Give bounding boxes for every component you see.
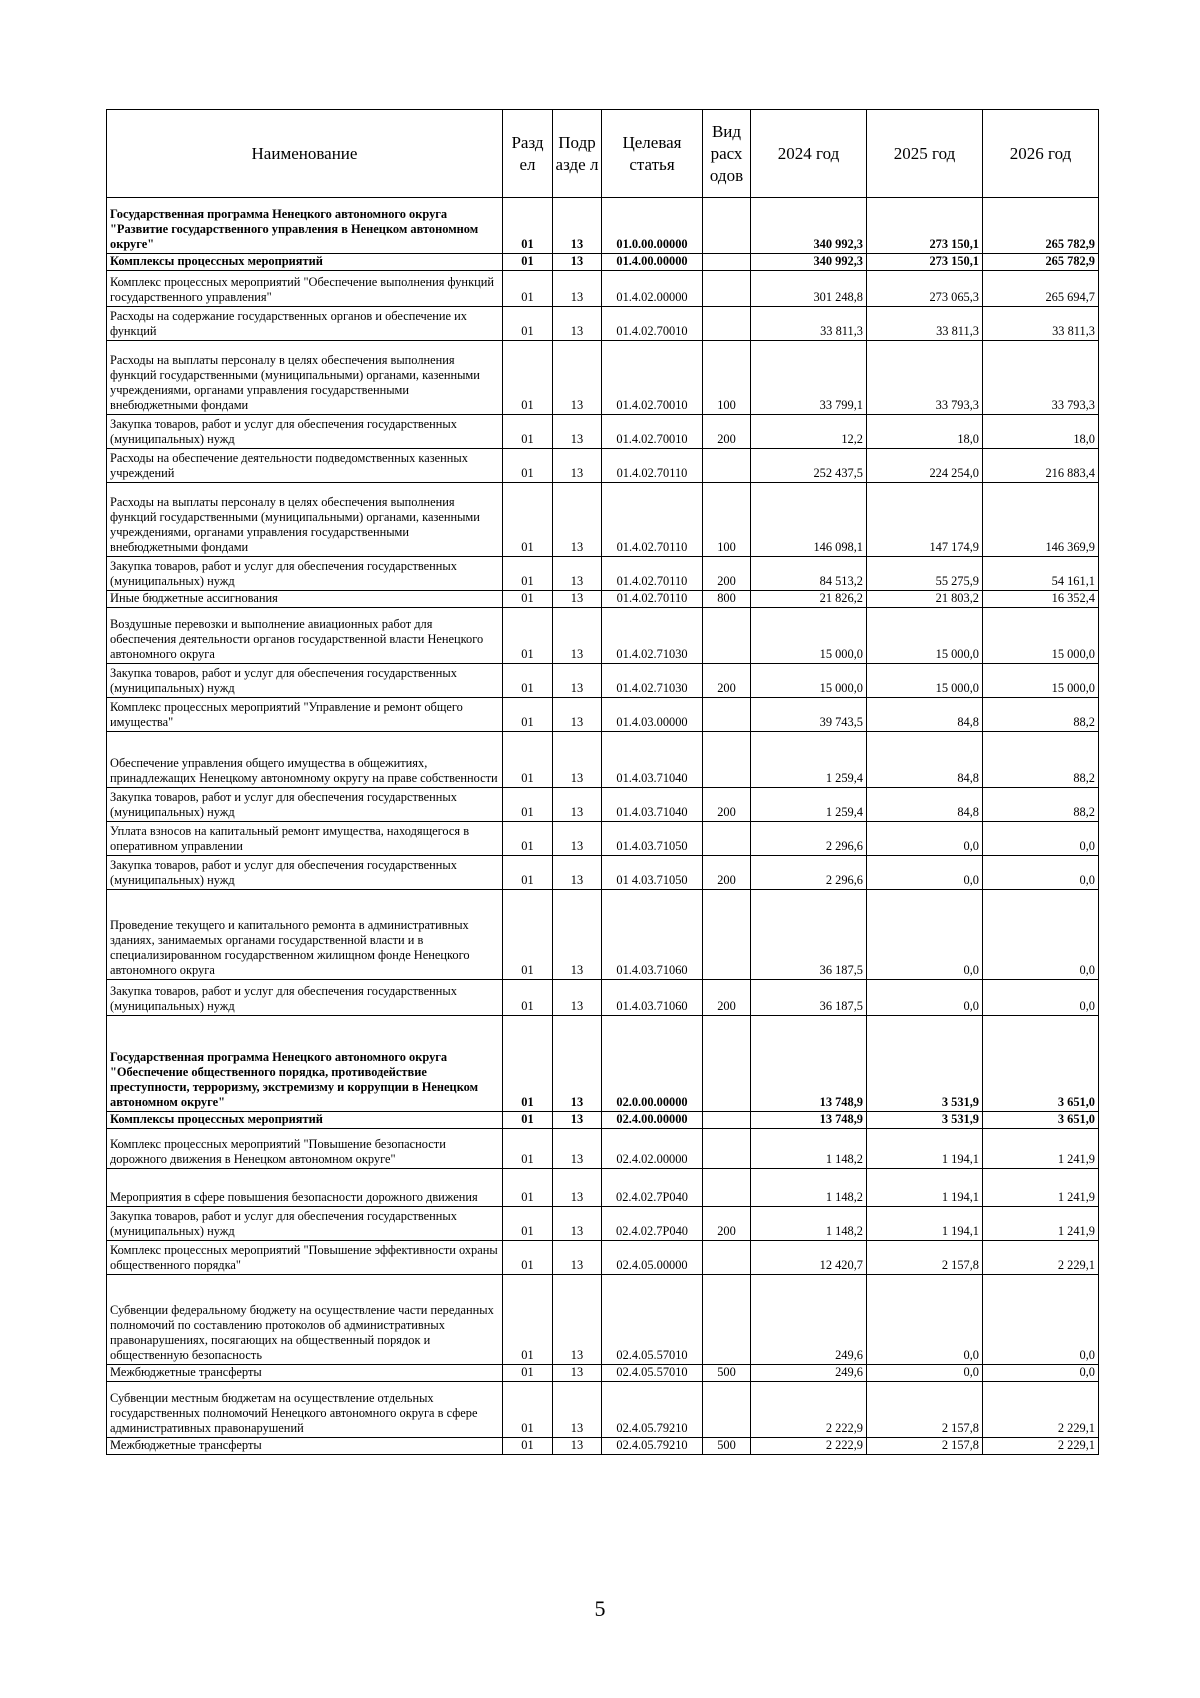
- cell-expense-type: 200: [703, 856, 751, 890]
- cell-value-2024: 2 222,9: [751, 1438, 867, 1455]
- cell-value-2026: 16 352,4: [983, 591, 1099, 608]
- cell-section: 01: [503, 591, 553, 608]
- cell-target-article: 01.4.03.00000: [602, 698, 703, 732]
- cell-section: 01: [503, 698, 553, 732]
- table-row: [107, 822, 1099, 856]
- cell-expense-type: 200: [703, 557, 751, 591]
- cell-target-article: 01.4.02.70010: [602, 415, 703, 449]
- cell-value-2025: 224 254,0: [867, 449, 983, 483]
- cell-name: Закупка товаров, работ и услуг для обеспечения государственных (муниципальных) нужд: [107, 788, 503, 822]
- cell-value-2024: 33 811,3: [751, 307, 867, 341]
- cell-value-2024: 36 187,5: [751, 890, 867, 980]
- table-row: [107, 557, 1099, 591]
- cell-expense-type: 200: [703, 415, 751, 449]
- cell-target-article: 01.4.02.70110: [602, 483, 703, 557]
- cell-subsection: 13: [553, 732, 602, 788]
- cell-expense-type: [703, 1382, 751, 1438]
- cell-value-2025: 33 793,3: [867, 341, 983, 415]
- cell-section: 01: [503, 1241, 553, 1275]
- table-row: [107, 856, 1099, 890]
- cell-expense-type: [703, 271, 751, 307]
- cell-name: Комплекс процессных мероприятий "Управление и ремонт общего имущества": [107, 698, 503, 732]
- cell-value-2024: 2 222,9: [751, 1382, 867, 1438]
- cell-value-2026: 18,0: [983, 415, 1099, 449]
- cell-expense-type: 200: [703, 788, 751, 822]
- cell-name: Закупка товаров, работ и услуг для обеспечения государственных (муниципальных) нужд: [107, 415, 503, 449]
- cell-value-2025: 147 174,9: [867, 483, 983, 557]
- cell-name: Закупка товаров, работ и услуг для обеспечения государственных (муниципальных) нужд: [107, 1207, 503, 1241]
- cell-value-2024: 13 748,9: [751, 1112, 867, 1129]
- cell-section: 01: [503, 788, 553, 822]
- cell-target-article: 02.0.00.00000: [602, 1016, 703, 1112]
- cell-value-2025: 1 194,1: [867, 1169, 983, 1207]
- cell-section: 01: [503, 198, 553, 254]
- cell-value-2025: 3 531,9: [867, 1016, 983, 1112]
- cell-value-2026: 0,0: [983, 1275, 1099, 1365]
- cell-value-2025: 273 150,1: [867, 254, 983, 271]
- cell-value-2026: 1 241,9: [983, 1129, 1099, 1169]
- cell-subsection: 13: [553, 591, 602, 608]
- cell-target-article: 01.4.02.70010: [602, 307, 703, 341]
- cell-section: 01: [503, 1275, 553, 1365]
- cell-section: 01: [503, 1365, 553, 1382]
- cell-subsection: 13: [553, 1112, 602, 1129]
- cell-section: 01: [503, 271, 553, 307]
- cell-target-article: 02.4.05.00000: [602, 1241, 703, 1275]
- cell-value-2025: 0,0: [867, 822, 983, 856]
- cell-value-2025: 2 157,8: [867, 1438, 983, 1455]
- table-row: [107, 664, 1099, 698]
- cell-value-2024: 15 000,0: [751, 664, 867, 698]
- cell-value-2025: 273 150,1: [867, 198, 983, 254]
- cell-expense-type: [703, 1169, 751, 1207]
- cell-name: Расходы на содержание государственных органов и обеспечение их функций: [107, 307, 503, 341]
- cell-value-2026: 0,0: [983, 980, 1099, 1016]
- cell-name: Комплекс процессных мероприятий "Повышение эффективности охраны общественного порядка": [107, 1241, 503, 1275]
- cell-value-2024: 15 000,0: [751, 608, 867, 664]
- table-row: [107, 198, 1099, 254]
- cell-name: Обеспечение управления общего имущества в общежитиях, принадлежащих Ненецкому автономному округу на праве собственности: [107, 732, 503, 788]
- cell-target-article: 01 4.03.71050: [602, 856, 703, 890]
- cell-expense-type: [703, 1241, 751, 1275]
- table-row: [107, 449, 1099, 483]
- cell-target-article: 02.4.00.00000: [602, 1112, 703, 1129]
- cell-value-2026: 33 793,3: [983, 341, 1099, 415]
- cell-value-2024: 340 992,3: [751, 254, 867, 271]
- header-target-article: Целевая статья: [602, 110, 703, 198]
- table-row: [107, 1169, 1099, 1207]
- cell-subsection: 13: [553, 664, 602, 698]
- table-row: [107, 341, 1099, 415]
- cell-value-2025: 0,0: [867, 1275, 983, 1365]
- cell-value-2026: 88,2: [983, 732, 1099, 788]
- cell-section: 01: [503, 1016, 553, 1112]
- cell-expense-type: [703, 608, 751, 664]
- cell-value-2026: 265 782,9: [983, 198, 1099, 254]
- cell-value-2025: 0,0: [867, 856, 983, 890]
- table-header-row: [107, 110, 1099, 198]
- cell-name: Межбюджетные трансферты: [107, 1438, 503, 1455]
- cell-value-2025: 84,8: [867, 698, 983, 732]
- cell-value-2026: 1 241,9: [983, 1207, 1099, 1241]
- cell-value-2025: 0,0: [867, 890, 983, 980]
- cell-value-2025: 3 531,9: [867, 1112, 983, 1129]
- cell-value-2024: 1 148,2: [751, 1129, 867, 1169]
- cell-name: Субвенции местным бюджетам на осуществление отдельных государственных полномочий Ненецкого автономного округа в сфере административных правонарушений: [107, 1382, 503, 1438]
- cell-target-article: 01.4.02.00000: [602, 271, 703, 307]
- cell-target-article: 01.4.02.70110: [602, 591, 703, 608]
- cell-expense-type: [703, 732, 751, 788]
- cell-section: 01: [503, 1129, 553, 1169]
- cell-value-2026: 265 694,7: [983, 271, 1099, 307]
- header-name: Наименование: [107, 110, 503, 198]
- cell-target-article: 01.4.03.71050: [602, 822, 703, 856]
- header-year-2024: 2024 год: [751, 110, 867, 198]
- cell-section: 01: [503, 822, 553, 856]
- cell-value-2024: 1 148,2: [751, 1207, 867, 1241]
- cell-section: 01: [503, 856, 553, 890]
- cell-value-2024: 1 259,4: [751, 788, 867, 822]
- cell-expense-type: [703, 1016, 751, 1112]
- cell-subsection: 13: [553, 307, 602, 341]
- cell-value-2026: 3 651,0: [983, 1016, 1099, 1112]
- cell-target-article: 02.4.02.00000: [602, 1129, 703, 1169]
- cell-expense-type: [703, 822, 751, 856]
- cell-name: Проведение текущего и капитального ремонта в административных зданиях, занимаемых органами государственной власти и в специализированном государственном жилищном фонде Ненецкого автономного округа: [107, 890, 503, 980]
- cell-expense-type: 800: [703, 591, 751, 608]
- cell-value-2025: 1 194,1: [867, 1129, 983, 1169]
- table-row: [107, 980, 1099, 1016]
- cell-target-article: 01.4.03.71040: [602, 732, 703, 788]
- cell-value-2026: 1 241,9: [983, 1169, 1099, 1207]
- cell-expense-type: 100: [703, 483, 751, 557]
- cell-expense-type: [703, 698, 751, 732]
- cell-name: Уплата взносов на капитальный ремонт имущества, находящегося в оперативном управлении: [107, 822, 503, 856]
- cell-expense-type: [703, 449, 751, 483]
- cell-value-2024: 12,2: [751, 415, 867, 449]
- cell-subsection: 13: [553, 1207, 602, 1241]
- cell-value-2024: 2 296,6: [751, 856, 867, 890]
- cell-section: 01: [503, 732, 553, 788]
- cell-expense-type: [703, 254, 751, 271]
- table-row: [107, 1365, 1099, 1382]
- cell-subsection: 13: [553, 608, 602, 664]
- cell-subsection: 13: [553, 198, 602, 254]
- cell-value-2024: 1 148,2: [751, 1169, 867, 1207]
- cell-value-2026: 88,2: [983, 788, 1099, 822]
- cell-value-2026: 2 229,1: [983, 1241, 1099, 1275]
- cell-expense-type: 100: [703, 341, 751, 415]
- cell-subsection: 13: [553, 1382, 602, 1438]
- page-number: 5: [594, 1596, 606, 1621]
- cell-value-2026: 265 782,9: [983, 254, 1099, 271]
- cell-target-article: 01.4.03.71060: [602, 980, 703, 1016]
- cell-value-2026: 15 000,0: [983, 664, 1099, 698]
- cell-expense-type: [703, 198, 751, 254]
- table-row: [107, 415, 1099, 449]
- header-year-2025: 2025 год: [867, 110, 983, 198]
- cell-value-2024: 84 513,2: [751, 557, 867, 591]
- cell-section: 01: [503, 1207, 553, 1241]
- table-row: [107, 254, 1099, 271]
- cell-subsection: 13: [553, 1365, 602, 1382]
- cell-value-2025: 15 000,0: [867, 664, 983, 698]
- cell-value-2026: 146 369,9: [983, 483, 1099, 557]
- cell-target-article: 01.4.02.70010: [602, 341, 703, 415]
- cell-target-article: 01.4.02.71030: [602, 664, 703, 698]
- cell-value-2025: 33 811,3: [867, 307, 983, 341]
- table-row: [107, 698, 1099, 732]
- cell-value-2025: 55 275,9: [867, 557, 983, 591]
- cell-subsection: 13: [553, 980, 602, 1016]
- cell-subsection: 13: [553, 341, 602, 415]
- cell-value-2026: 0,0: [983, 1365, 1099, 1382]
- cell-value-2026: 2 229,1: [983, 1382, 1099, 1438]
- cell-subsection: 13: [553, 1241, 602, 1275]
- cell-subsection: 13: [553, 449, 602, 483]
- cell-value-2024: 12 420,7: [751, 1241, 867, 1275]
- cell-value-2025: 84,8: [867, 788, 983, 822]
- table-row: [107, 307, 1099, 341]
- cell-value-2024: 340 992,3: [751, 198, 867, 254]
- cell-subsection: 13: [553, 1438, 602, 1455]
- cell-value-2024: 252 437,5: [751, 449, 867, 483]
- cell-expense-type: [703, 1275, 751, 1365]
- cell-name: Комплекс процессных мероприятий "Обеспечение выполнения функций государственного управления": [107, 271, 503, 307]
- cell-target-article: 02.4.05.57010: [602, 1365, 703, 1382]
- cell-target-article: 01.4.02.71030: [602, 608, 703, 664]
- cell-section: 01: [503, 890, 553, 980]
- cell-value-2025: 0,0: [867, 980, 983, 1016]
- cell-subsection: 13: [553, 822, 602, 856]
- cell-value-2026: 0,0: [983, 822, 1099, 856]
- cell-name: Расходы на выплаты персоналу в целях обеспечения выполнения функций государственными (муниципальными) органами, казенными учреждениями, органами управления государственными внебюджетными фондами: [107, 483, 503, 557]
- cell-value-2025: 273 065,3: [867, 271, 983, 307]
- cell-value-2025: 84,8: [867, 732, 983, 788]
- cell-name: Межбюджетные трансферты: [107, 1365, 503, 1382]
- cell-value-2025: 18,0: [867, 415, 983, 449]
- cell-target-article: 01.4.03.71060: [602, 890, 703, 980]
- cell-value-2026: 15 000,0: [983, 608, 1099, 664]
- cell-value-2026: 33 811,3: [983, 307, 1099, 341]
- cell-name: Закупка товаров, работ и услуг для обеспечения государственных (муниципальных) нужд: [107, 557, 503, 591]
- cell-target-article: 02.4.05.79210: [602, 1382, 703, 1438]
- table-body: [107, 198, 1099, 1455]
- document-page: [106, 109, 1098, 1455]
- cell-expense-type: 200: [703, 1207, 751, 1241]
- cell-subsection: 13: [553, 1275, 602, 1365]
- table-row: [107, 788, 1099, 822]
- cell-name: Комплекс процессных мероприятий "Повышение безопасности дорожного движения в Ненецком автономном округе": [107, 1129, 503, 1169]
- table-row: [107, 1438, 1099, 1455]
- cell-subsection: 13: [553, 271, 602, 307]
- cell-section: 01: [503, 608, 553, 664]
- cell-value-2024: 2 296,6: [751, 822, 867, 856]
- cell-subsection: 13: [553, 856, 602, 890]
- cell-subsection: 13: [553, 557, 602, 591]
- cell-name: Закупка товаров, работ и услуг для обеспечения государственных (муниципальных) нужд: [107, 980, 503, 1016]
- cell-value-2024: 301 248,8: [751, 271, 867, 307]
- cell-expense-type: [703, 1129, 751, 1169]
- cell-value-2025: 2 157,8: [867, 1382, 983, 1438]
- cell-target-article: 02.4.05.79210: [602, 1438, 703, 1455]
- cell-section: 01: [503, 557, 553, 591]
- cell-value-2024: 13 748,9: [751, 1016, 867, 1112]
- cell-value-2024: 33 799,1: [751, 341, 867, 415]
- cell-value-2024: 36 187,5: [751, 980, 867, 1016]
- table-row: [107, 890, 1099, 980]
- cell-name: Мероприятия в сфере повышения безопасности дорожного движения: [107, 1169, 503, 1207]
- cell-name: Расходы на выплаты персоналу в целях обеспечения выполнения функций государственными (муниципальными) органами, казенными учреждениями, органами управления государственными внебюджетными фондами: [107, 341, 503, 415]
- cell-value-2024: 39 743,5: [751, 698, 867, 732]
- cell-value-2026: 0,0: [983, 890, 1099, 980]
- cell-section: 01: [503, 1438, 553, 1455]
- cell-expense-type: 200: [703, 980, 751, 1016]
- cell-value-2024: 249,6: [751, 1275, 867, 1365]
- cell-subsection: 13: [553, 788, 602, 822]
- cell-target-article: 02.4.02.7Р040: [602, 1169, 703, 1207]
- cell-name: Государственная программа Ненецкого автономного округа "Развитие государственного управления в Ненецком автономном округе": [107, 198, 503, 254]
- cell-value-2026: 3 651,0: [983, 1112, 1099, 1129]
- cell-name: Комплексы процессных мероприятий: [107, 1112, 503, 1129]
- cell-expense-type: 500: [703, 1438, 751, 1455]
- cell-expense-type: 200: [703, 664, 751, 698]
- cell-name: Воздушные перевозки и выполнение авиационных работ для обеспечения деятельности органов государственной власти Ненецкого автономного округа: [107, 608, 503, 664]
- table-row: [107, 1207, 1099, 1241]
- cell-target-article: 01.0.00.00000: [602, 198, 703, 254]
- table-row: [107, 1241, 1099, 1275]
- cell-expense-type: 500: [703, 1365, 751, 1382]
- table-row: [107, 483, 1099, 557]
- budget-table: [106, 109, 1099, 1455]
- cell-value-2025: 0,0: [867, 1365, 983, 1382]
- cell-target-article: 01.4.03.71040: [602, 788, 703, 822]
- cell-value-2025: 2 157,8: [867, 1241, 983, 1275]
- cell-value-2026: 54 161,1: [983, 557, 1099, 591]
- cell-target-article: 01.4.00.00000: [602, 254, 703, 271]
- cell-value-2025: 15 000,0: [867, 608, 983, 664]
- cell-name: Субвенции федеральному бюджету на осуществление части переданных полномочий по составлению протоколов об административных правонарушениях, посягающих на общественный порядок и общественную безопасность: [107, 1275, 503, 1365]
- table-row: [107, 1129, 1099, 1169]
- cell-subsection: 13: [553, 254, 602, 271]
- cell-subsection: 13: [553, 698, 602, 732]
- cell-value-2026: 2 229,1: [983, 1438, 1099, 1455]
- cell-section: 01: [503, 483, 553, 557]
- cell-section: 01: [503, 254, 553, 271]
- cell-subsection: 13: [553, 415, 602, 449]
- cell-expense-type: [703, 890, 751, 980]
- cell-name: Комплексы процессных мероприятий: [107, 254, 503, 271]
- cell-section: 01: [503, 1112, 553, 1129]
- cell-section: 01: [503, 341, 553, 415]
- cell-name: Закупка товаров, работ и услуг для обеспечения государственных (муниципальных) нужд: [107, 664, 503, 698]
- cell-section: 01: [503, 449, 553, 483]
- cell-value-2026: 0,0: [983, 856, 1099, 890]
- cell-section: 01: [503, 307, 553, 341]
- cell-value-2025: 21 803,2: [867, 591, 983, 608]
- cell-section: 01: [503, 980, 553, 1016]
- cell-value-2024: 21 826,2: [751, 591, 867, 608]
- table-row: [107, 732, 1099, 788]
- cell-target-article: 01.4.02.70110: [602, 449, 703, 483]
- table-row: [107, 591, 1099, 608]
- cell-subsection: 13: [553, 890, 602, 980]
- header-year-2026: 2026 год: [983, 110, 1099, 198]
- cell-subsection: 13: [553, 483, 602, 557]
- cell-name: Государственная программа Ненецкого автономного округа "Обеспечение общественного порядка, противодействие преступности, терроризму, экстремизму и коррупции в Ненецком автономном округе": [107, 1016, 503, 1112]
- table-row: [107, 1382, 1099, 1438]
- cell-subsection: 13: [553, 1016, 602, 1112]
- cell-section: 01: [503, 1169, 553, 1207]
- cell-value-2024: 249,6: [751, 1365, 867, 1382]
- cell-value-2024: 146 098,1: [751, 483, 867, 557]
- cell-target-article: 01.4.02.70110: [602, 557, 703, 591]
- cell-expense-type: [703, 1112, 751, 1129]
- cell-section: 01: [503, 415, 553, 449]
- cell-target-article: 02.4.05.57010: [602, 1275, 703, 1365]
- cell-expense-type: [703, 307, 751, 341]
- header-section: Разд ел: [503, 110, 553, 198]
- cell-value-2024: 1 259,4: [751, 732, 867, 788]
- header-expense-type: Вид расх одов: [703, 110, 751, 198]
- table-row: [107, 1016, 1099, 1112]
- table-row: [107, 271, 1099, 307]
- header-subsection: Подр азде л: [553, 110, 602, 198]
- cell-name: Закупка товаров, работ и услуг для обеспечения государственных (муниципальных) нужд: [107, 856, 503, 890]
- cell-section: 01: [503, 664, 553, 698]
- cell-value-2026: 216 883,4: [983, 449, 1099, 483]
- cell-section: 01: [503, 1382, 553, 1438]
- table-row: [107, 1275, 1099, 1365]
- cell-name: Расходы на обеспечение деятельности подведомственных казенных учреждений: [107, 449, 503, 483]
- cell-target-article: 02.4.02.7Р040: [602, 1207, 703, 1241]
- cell-value-2025: 1 194,1: [867, 1207, 983, 1241]
- table-row: [107, 1112, 1099, 1129]
- cell-name: Иные бюджетные ассигнования: [107, 591, 503, 608]
- cell-value-2026: 88,2: [983, 698, 1099, 732]
- table-row: [107, 608, 1099, 664]
- cell-subsection: 13: [553, 1129, 602, 1169]
- cell-subsection: 13: [553, 1169, 602, 1207]
